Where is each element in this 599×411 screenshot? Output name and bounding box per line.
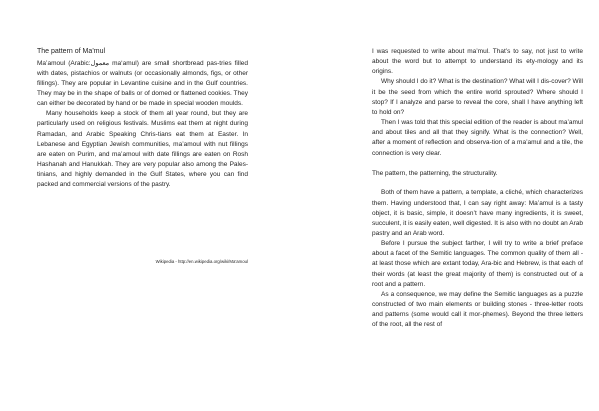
- spacer: [372, 159, 583, 169]
- spacer: [372, 179, 583, 189]
- right-page: [300, 0, 599, 411]
- source-credit: Wikipedia - http://en.wikipedia.org/wiki/Ma’amoul: [155, 259, 248, 264]
- left-page: [0, 0, 299, 411]
- paragraph-pattern: Both of them have a pattern, a template, a cliché, which characterizes them. Having understood that, I can say right away: Ma’amul is a tasty object, it is basic, simple, it doesn’t have many ingredients, it is sweet, succulent, it is easily eaten, well digested. It is also with no doubt an Arab pastry and an Arab word.: [372, 189, 583, 237]
- article-title: The pattern of Ma’mul: [37, 48, 106, 55]
- paragraph-request: I was requested to write about ma’mul. That’s to say, not just to write about the word but to attempt to understand its ety-mology and its origins.: [372, 48, 583, 76]
- section-heading: The pattern, the patterning, the structurality.: [372, 169, 498, 177]
- paragraph-puzzle: As a consequence, we may define the Semitic languages as a puzzle constructed of two main elements or building stones - three-letter roots and patterns (some would call it mor-phemes). Beyond the three letters of the root, all the rest of: [372, 290, 583, 329]
- right-column: [372, 47, 583, 331]
- paragraph-definition: Ma’amoul (Arabic:‏معمول‎ ma‘amul) are small shortbread pas-tries filled with dates, pistachios or walnuts (or occasionally almonds, figs, or other fillings). They are popular in Levantine cuisine and in the Gulf countries. They may be in the shape of balls or of domed or flattened cookies. They can either be decorated by hand or be made in special wooden moulds.: [37, 59, 248, 108]
- paragraph-semitic: Before I pursue the subject farther, I will try to write a brief preface about a facet of the Semitic languages. The common quality of them all - at least those which are extant today, Ara-bic and Hebrew, is that each of their words (at least the great majority of them) is constructed out of a root and a pattern.: [372, 240, 583, 288]
- left-column: [37, 47, 248, 191]
- paragraph-connection: Then I was told that this special edition of the reader is about ma’amul and about tiles and all that they signify. What is the connection? Well, after a moment of reflection and observa-tion of a ma’amul and a tile, the connection is very clear.: [372, 119, 583, 157]
- paragraph-traditions: Many households keep a stock of them all year round, but they are particularly used on religious festivals. Muslims eat them at night during Ramadan, and Arabic Speaking Chris-tians eat them at Easter. In Lebanese and Egyptian Jewish communities, ma’amoul with nut fillings are eaten on Purim, and ma’amoul with date fillings are eaten on Rosh Hashanah and Hanukkah. They are very popular also among the Pales-tinians, and highly demanded in the Gulf States, where you can find packed and commercial versions of the pastry.: [37, 110, 248, 189]
- paragraph-questions: Why should I do it? What is the destination? What will I dis-cover? Will it be the seed from which the entire world sprouted? Where should I stop? If I analyze and parse to reveal the core, shall I have anything left to hold on?: [372, 78, 583, 116]
